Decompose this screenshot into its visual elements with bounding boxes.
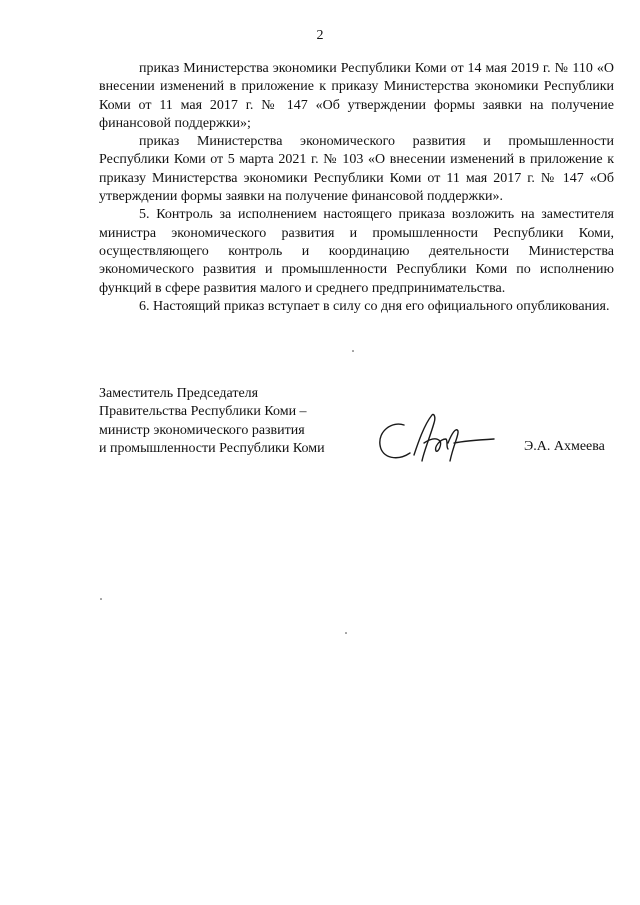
signatory-title-line: министр экономического развития bbox=[99, 422, 305, 438]
handwritten-signature bbox=[374, 403, 504, 473]
page-number: 2 bbox=[316, 28, 324, 43]
scan-artifact bbox=[352, 350, 354, 352]
paragraph-control: 5. Контроль за исполнением настоящего приказа возложить на заместителя министра экономического развития и промышленности Республики Коми, осуществляющего контроль и координацию деятельности Министерства экономического развития и промышленности Республики Коми по исполнению функций в сфере развития малого и среднего предпринимательства. bbox=[99, 207, 614, 296]
signatory-title bbox=[99, 385, 325, 458]
paragraph-effective-date: 6. Настоящий приказ вступает в силу со дня его официального опубликования. bbox=[139, 298, 610, 314]
scan-artifact bbox=[100, 598, 102, 600]
document-body bbox=[99, 60, 614, 316]
paragraph-order-2019: приказ Министерства экономики Республики Коми от 14 мая 2019 г. № 110 «О внесении изменений в приложение к приказу Министерства экономики Республики Коми от 11 мая 2017 г. № 147 «Об утверждении формы заявки на получение финансовой поддержки»; bbox=[99, 61, 614, 131]
signatory-title-line: Правительства Республики Коми – bbox=[99, 404, 307, 420]
scan-artifact bbox=[345, 632, 347, 634]
signatory-title-line: и промышленности Республики Коми bbox=[99, 440, 325, 456]
signatory-name: Э.А. Ахмеева bbox=[524, 439, 605, 454]
signature-block bbox=[99, 385, 619, 475]
signatory-title-line: Заместитель Председателя bbox=[99, 386, 259, 401]
paragraph-order-2021: приказ Министерства экономического развития и промышленности Республики Коми от 5 марта 2021 г. № 103 «О внесении изменений в приложение к приказу Министерства экономики Республики Коми от 11 мая 2017 г. № 147 «Об утверждении формы заявки на получение финансовой поддержки». bbox=[99, 134, 614, 205]
